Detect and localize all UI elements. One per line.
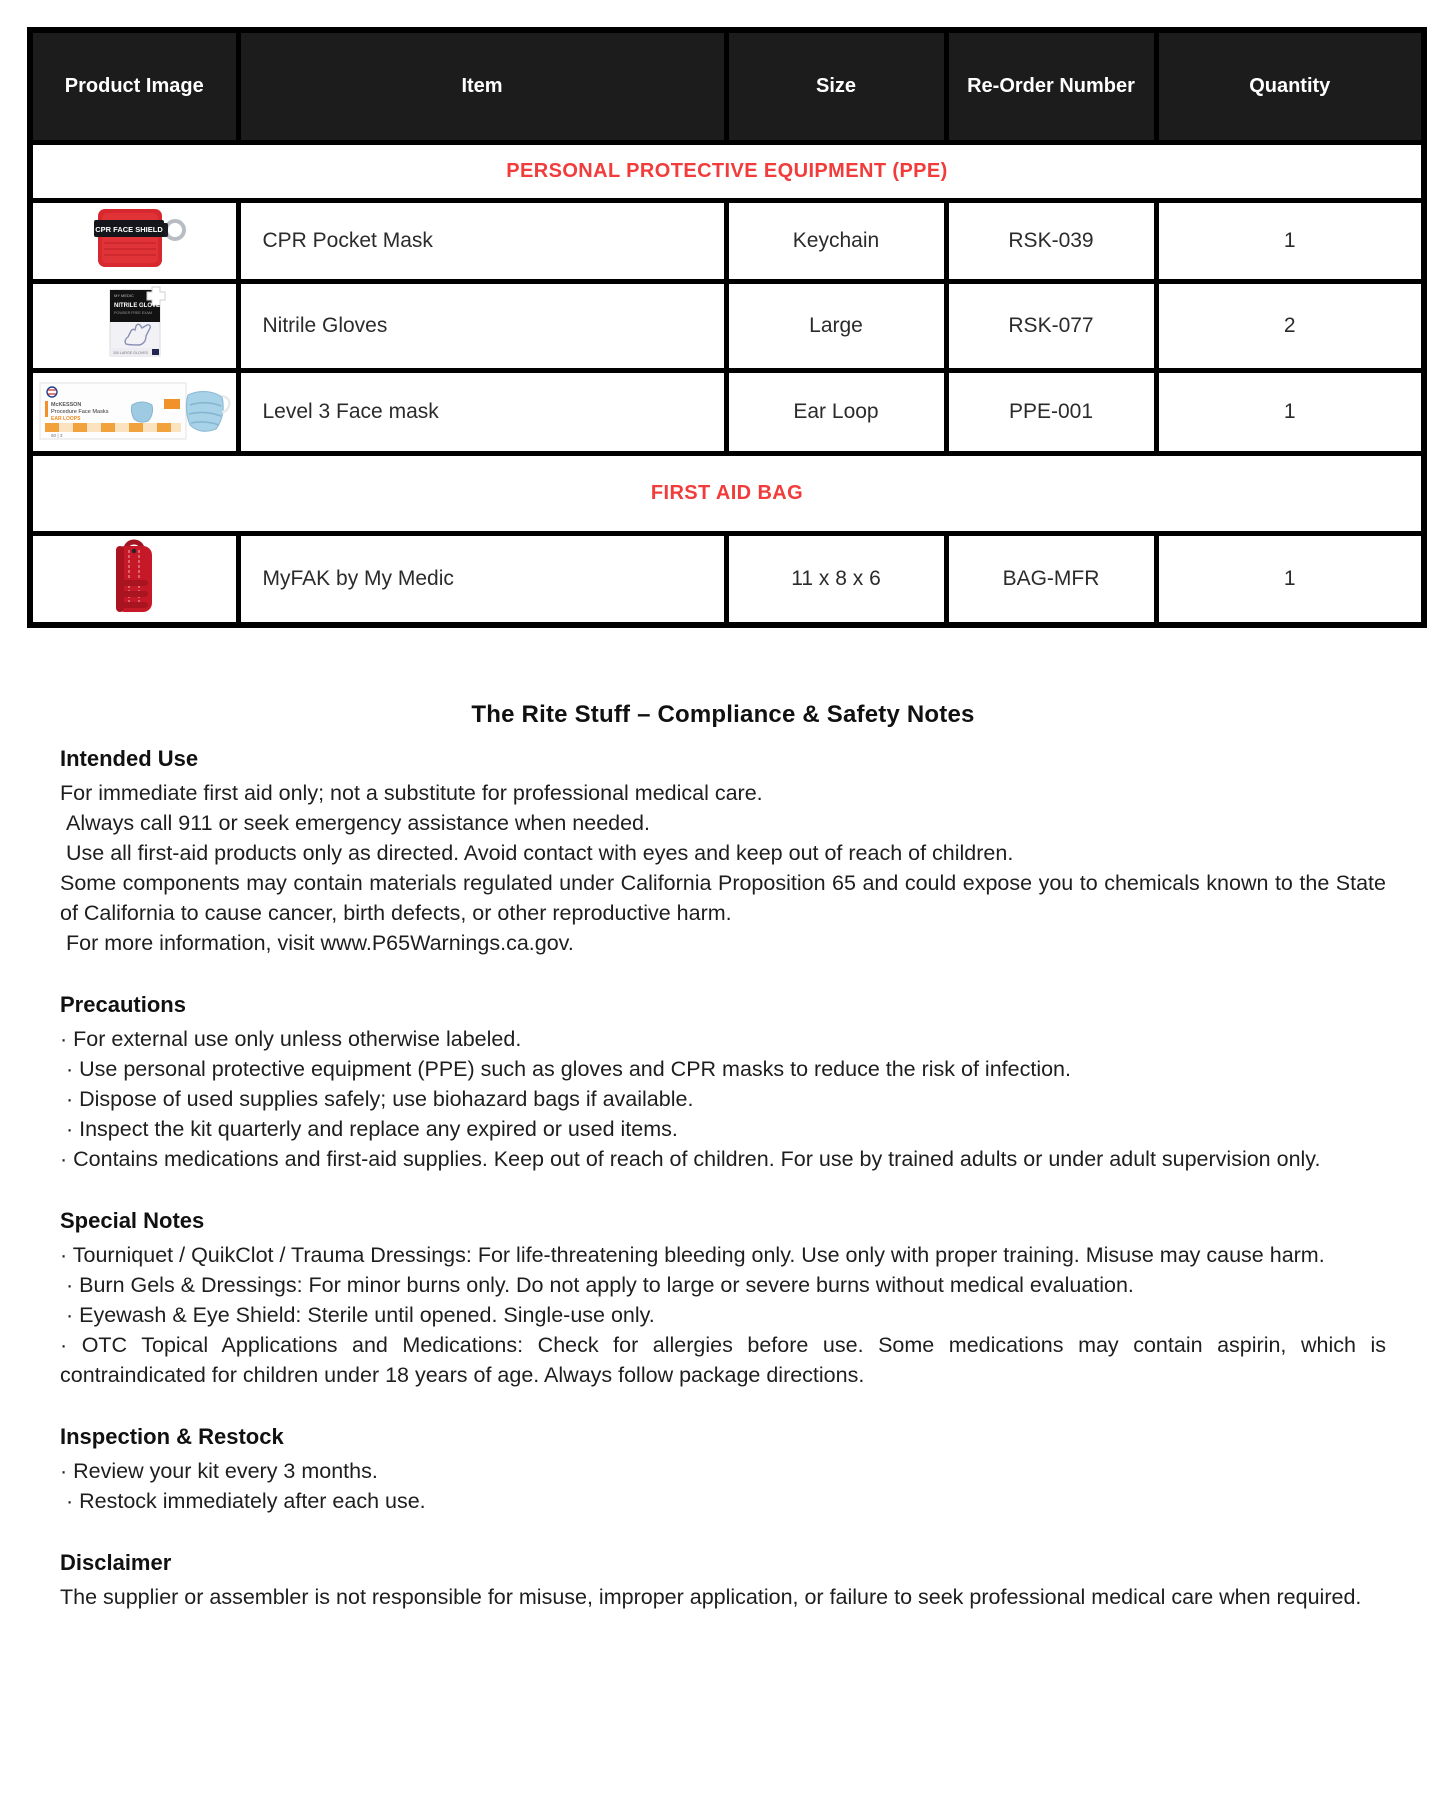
- note-line: · Eyewash & Eye Shield: Sterile until opened. Single-use only.: [60, 1303, 655, 1327]
- section-row-first-aid-bag: [30, 453, 1424, 533]
- item-name: MyFAK by My Medic: [238, 533, 726, 625]
- product-image-cell: [30, 533, 238, 625]
- notes-title: The Rite Stuff – Compliance & Safety Notes: [471, 701, 975, 728]
- item-quantity: 1: [1156, 533, 1424, 625]
- table-row: [30, 533, 1424, 625]
- column-header-item: Item: [238, 30, 726, 142]
- section-title-ppe: PERSONAL PROTECTIVE EQUIPMENT (PPE): [30, 142, 1424, 200]
- note-line: · Contains medications and first-aid supplies. Keep out of reach of children. For use by trained adults or under adult supervision only.: [60, 1147, 1321, 1171]
- item-quantity: 1: [1156, 370, 1424, 453]
- product-image-cell: [30, 370, 238, 453]
- note-line: Use all first-aid products only as directed. Avoid contact with eyes and keep out of reach of children.: [60, 841, 1014, 865]
- item-quantity: 1: [1156, 200, 1424, 281]
- section-heading: Inspection & Restock: [60, 1424, 284, 1449]
- item-reorder-number: PPE-001: [946, 370, 1156, 453]
- item-reorder-number: BAG-MFR: [946, 533, 1156, 625]
- svg-text:NITRILE GLOVES: NITRILE GLOVES: [114, 302, 165, 309]
- note-line: · Restock immediately after each use.: [60, 1489, 426, 1513]
- svg-text:MY MEDIC: MY MEDIC: [114, 292, 135, 298]
- svg-text:McKESSON: McKESSON: [51, 401, 82, 408]
- note-line: · Dispose of used supplies safely; use biohazard bags if available.: [60, 1087, 694, 1111]
- svg-text:EAR LOOPS: EAR LOOPS: [51, 415, 81, 422]
- svg-text:CPR FACE SHIELD: CPR FACE SHIELD: [95, 224, 164, 234]
- table-header-row: [30, 30, 1424, 142]
- note-line: Some components may contain materials regulated under California Proposition 65 and could expose you to chemicals known to the State of California to cause cancer, birth defects, or other reproductive harm.: [60, 871, 1386, 925]
- svg-text:Procedure Face Masks: Procedure Face Masks: [51, 408, 109, 415]
- compliance-notes: [60, 700, 1386, 1612]
- note-line: · Tourniquet / QuikClot / Trauma Dressings: For life-threatening bleeding only. Use only with proper training. Misuse may cause harm.: [60, 1243, 1325, 1267]
- section-heading: Intended Use: [60, 746, 199, 771]
- product-table: [27, 27, 1427, 628]
- column-header-product-image: Product Image: [30, 30, 238, 142]
- table-row: [30, 200, 1424, 281]
- product-image-cell: [30, 281, 238, 370]
- section-heading: Precautions: [60, 992, 186, 1017]
- item-name: Nitrile Gloves: [238, 281, 726, 370]
- nitrile-gloves-image: [92, 286, 176, 360]
- item-quantity: 2: [1156, 281, 1424, 370]
- notes-section-precautions: [60, 990, 1386, 1174]
- note-line: For more information, visit www.P65Warnings.ca.gov.: [60, 931, 574, 955]
- table-row: [30, 370, 1424, 453]
- section-heading: Disclaimer: [60, 1550, 172, 1575]
- face-mask-box-image: [36, 375, 232, 443]
- section-title-first-aid-bag: FIRST AID BAG: [30, 453, 1424, 533]
- column-header-reorder-number: Re-Order Number: [946, 30, 1156, 142]
- table-row: [30, 281, 1424, 370]
- item-size: Large: [726, 281, 946, 370]
- note-line: · Review your kit every 3 months.: [60, 1459, 378, 1483]
- product-image-cell: [30, 200, 238, 281]
- note-line: The supplier or assembler is not responsible for misuse, improper application, or failure to seek professional medical care when required.: [60, 1585, 1362, 1609]
- svg-text:POWDER FREE EXAM: POWDER FREE EXAM: [114, 310, 153, 315]
- note-line: · Burn Gels & Dressings: For minor burns only. Do not apply to large or severe burns without medical evaluation.: [60, 1273, 1134, 1297]
- item-size: Ear Loop: [726, 370, 946, 453]
- myfak-bag-image: [102, 538, 166, 614]
- section-row-ppe: [30, 142, 1424, 200]
- item-size: 11 x 8 x 6: [726, 533, 946, 625]
- column-header-size: Size: [726, 30, 946, 142]
- svg-text:100 LARGE GLOVES: 100 LARGE GLOVES: [113, 350, 149, 355]
- column-header-quantity: Quantity: [1156, 30, 1424, 142]
- note-line: · Inspect the kit quarterly and replace any expired or used items.: [60, 1117, 678, 1141]
- notes-section-inspection-restock: [60, 1422, 1386, 1516]
- note-line: · For external use only unless otherwise labeled.: [60, 1027, 522, 1051]
- svg-text:50 | 3: 50 | 3: [51, 432, 63, 438]
- item-name: CPR Pocket Mask: [238, 200, 726, 281]
- item-reorder-number: RSK-039: [946, 200, 1156, 281]
- notes-section-special-notes: [60, 1206, 1386, 1390]
- product-table-container: [27, 27, 1421, 628]
- section-heading: Special Notes: [60, 1208, 205, 1233]
- notes-section-intended-use: [60, 744, 1386, 958]
- notes-section-disclaimer: [60, 1548, 1386, 1612]
- note-line: · OTC Topical Applications and Medications: Check for allergies before use. Some medications may contain aspirin, which is contraindicated for children under 18 years of age. Always follow package directions.: [60, 1333, 1386, 1387]
- item-reorder-number: RSK-077: [946, 281, 1156, 370]
- note-line: · Use personal protective equipment (PPE) such as gloves and CPR masks to reduce the risk of infection.: [60, 1057, 1071, 1081]
- cpr-pocket-mask-image: [78, 205, 190, 271]
- note-line: Always call 911 or seek emergency assistance when needed.: [60, 811, 650, 835]
- item-size: Keychain: [726, 200, 946, 281]
- item-name: Level 3 Face mask: [238, 370, 726, 453]
- note-line: For immediate first aid only; not a substitute for professional medical care.: [60, 781, 763, 805]
